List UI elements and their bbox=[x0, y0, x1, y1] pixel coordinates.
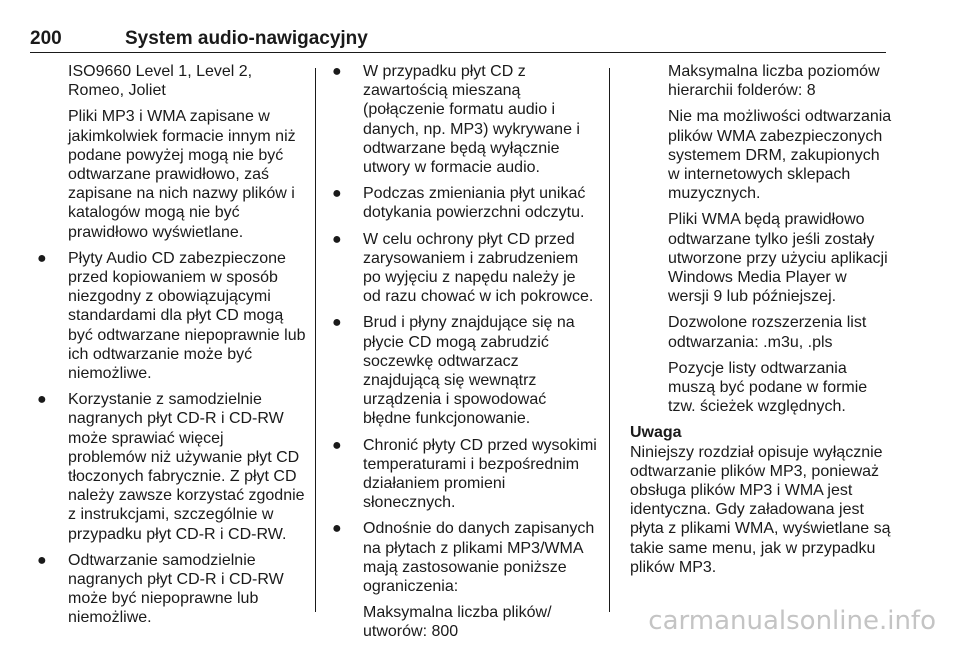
list-item bbox=[325, 62, 597, 177]
column-divider-2 bbox=[609, 68, 610, 612]
watermark: carmanualsonline.info bbox=[648, 606, 936, 636]
list-item bbox=[325, 184, 597, 222]
paragraph-playlist-ext: Dozwolone rozszerzenia list odtwarzania: .m3u, .pls bbox=[668, 314, 867, 351]
paragraph-wma-player: Pliki WMA będą prawidłowo odtwarzane tylko jeśli zostały utworzone przy użyciu aplikacji Windows Media Player w wersji 9 lub późniejszej. bbox=[668, 211, 888, 306]
list-item bbox=[325, 313, 597, 428]
list-item-text: Brud i płyny znajdujące się na płycie CD mogą zabrudzić soczewkę odtwarzacz znajdującą się wewnątrz urządzenia i spowodować błędne funkcjonowanie. bbox=[363, 314, 575, 428]
paragraph-iso-levels: ISO9660 Level 1, Level 2, Romeo, Joliet bbox=[68, 63, 253, 100]
list-item-text: Odnośnie do danych zapisanych na płytach z plikami MP3/WMA mają zastosowanie poniższe ograniczenia: bbox=[363, 520, 595, 596]
paragraph-folder-levels: Maksymalna liczba poziomów hierarchii folderów: 8 bbox=[668, 63, 880, 100]
sub-paragraph-max-files: Maksymalna liczba plików/ utworów: 800 bbox=[363, 604, 552, 641]
bullet-icon: ● bbox=[332, 520, 342, 538]
bullet-icon: ● bbox=[37, 391, 47, 409]
bullet-icon: ● bbox=[332, 314, 342, 332]
list-item-text: W celu ochrony płyt CD przed zarysowaniem i zabrudzeniem po wyjęciu z napędu należy je od razu chować w ich pokrowce. bbox=[363, 230, 594, 306]
bullet-icon: ● bbox=[37, 249, 47, 267]
list-item bbox=[325, 436, 597, 513]
column-divider-1 bbox=[315, 68, 316, 612]
list-item-text: Odtwarzanie samodzielnie nagranych płyt CD-R i CD-RW może być niepoprawne lub niemożliwe. bbox=[68, 551, 284, 627]
note-box bbox=[630, 423, 892, 577]
paragraph-relative-paths: Pozycje listy odtwarzania muszą być podane w formie tzw. ścieżek względnych. bbox=[668, 359, 868, 416]
column-2 bbox=[325, 62, 597, 649]
page-title: System audio-nawigacyjny bbox=[125, 28, 368, 49]
list-item-text: Podczas zmieniania płyt unikać dotykania powierzchni odczytu. bbox=[363, 185, 586, 222]
page-number: 200 bbox=[30, 28, 62, 49]
bullet-icon: ● bbox=[332, 436, 342, 454]
list-item-text: Chronić płyty CD przed wysokimi temperaturami i bezpośrednim działaniem promieni słonecznych. bbox=[363, 436, 597, 512]
column-1 bbox=[30, 62, 306, 635]
paragraph-drm: Nie ma możliwości odtwarzania plików WMA zabezpieczonych systemem DRM, zakupionych w internetowych sklepach muzycznych. bbox=[668, 108, 892, 203]
note-body: Niniejszy rozdział opisuje wyłącznie odtwarzanie plików MP3, ponieważ obsługa plików MP3 i WMA jest identyczna. Gdy załadowana jest płyta z plikami WMA, wyświetlane są takie same menu, jak w przypadku plików MP3. bbox=[630, 443, 891, 576]
paragraph-mp3-wma-format: Pliki MP3 i WMA zapisane w jakimkolwiek formacie innym niż podane powyżej mogą nie być odtwarzane prawidłowo, zaś zapisane na nich nazwy plików i katalogów mogą nie być prawidłowo wyświetlane. bbox=[68, 108, 296, 241]
list-item bbox=[30, 249, 306, 383]
header-rule bbox=[30, 52, 886, 53]
list-item-text: Korzystanie z samodzielnie nagranych płyt CD-R i CD-RW może sprawiać więcej problemów niż używanie płyt CD tłoczonych fabrycznie. Z płyt CD należy zawsze korzystać zgodnie z instrukcjami, szczególnie w przypadku płyt CD-R i CD-RW. bbox=[68, 391, 305, 543]
note-heading: Uwaga bbox=[630, 424, 682, 442]
list-item-text: Płyty Audio CD zabezpieczone przed kopiowaniem w sposób niezgodny z obowiązującymi standardami dla płyt CD mogą być odtwarzane niepoprawnie lub ich odtwarzanie może być niemożliwe. bbox=[68, 249, 306, 383]
list-item bbox=[325, 230, 597, 307]
column-3 bbox=[630, 62, 892, 584]
bullet-icon: ● bbox=[332, 185, 342, 203]
page-header bbox=[30, 24, 886, 54]
list-item bbox=[30, 551, 306, 628]
bullet-icon: ● bbox=[332, 230, 342, 248]
list-item bbox=[30, 390, 306, 544]
bullet-icon: ● bbox=[37, 551, 47, 569]
bullet-icon: ● bbox=[332, 63, 342, 80]
list-item-text: W przypadku płyt CD z zawartością mieszaną (połączenie formatu audio i danych, np. MP3) wykrywane i odtwarzane będą wyłącznie utwory w formacie audio. bbox=[363, 63, 580, 177]
list-item bbox=[325, 519, 597, 641]
